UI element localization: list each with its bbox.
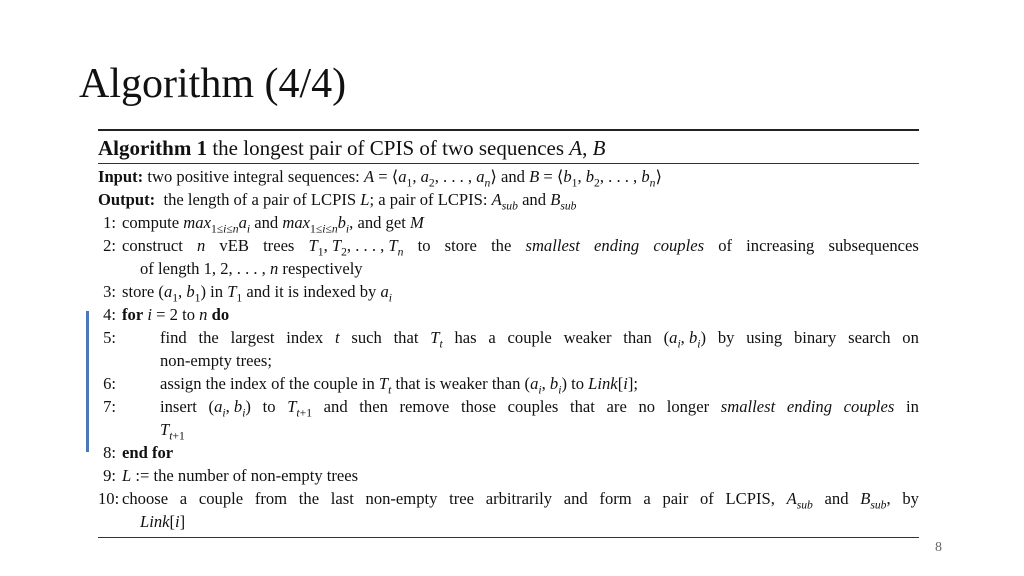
step-number: 3:	[103, 282, 116, 301]
step-9: 9: L := the number of non-empty trees	[98, 464, 919, 487]
step-3: 3: store ($a_1$, $b_1$) in $T_1$ and it is indexed by $a_i$	[98, 280, 919, 303]
step-number: 4:	[103, 305, 116, 324]
algorithm-label: Algorithm 1	[98, 136, 208, 160]
output-line: Output: the length of a pair of LCPIS L; a pair of LCPIS: $A_{sub}$ and $B_{sub}$	[98, 190, 577, 213]
slide-title: Algorithm (4/4)	[79, 61, 347, 107]
step-number: 2:	[103, 236, 116, 255]
step-number: 7:	[103, 397, 116, 416]
input-label: Input:	[98, 167, 144, 186]
step-1: 1: compute $\max_{1\le i\le n}a_i$ and $\max_{1\le i\le n}b_i$, and get M	[98, 211, 919, 234]
step-5-continued: non-empty trees;	[160, 351, 272, 370]
page-number: 8	[935, 540, 942, 555]
step-2: 2: construct n vEB trees $T_1$, $T_2$, . . . , $T_n$ to store the smallest ending couples of increasing subsequences	[98, 234, 919, 257]
step-number: 9:	[103, 466, 116, 485]
step-2-continued: of length 1, 2, . . . , n respectively	[140, 259, 363, 278]
step-number: 8:	[103, 443, 116, 462]
step-6: 6: assign the index of the couple in $T_t$ that is weaker than ($a_i$, $b_i$) to Link[i];	[98, 372, 919, 395]
end-for-keyword: end for	[122, 443, 174, 462]
step-4: 4: for i = 2 to n do	[98, 303, 919, 326]
output-label: Output:	[98, 190, 156, 209]
step-7-continued: $T_{t+1}$	[160, 420, 185, 443]
step-number: 1:	[103, 213, 116, 232]
highlight-bar	[86, 311, 89, 452]
step-10: 10: choose a couple from the last non-empty tree arbitrarily and form a pair of LCPIS, $A_{sub}$ and $B_{sub}$, by	[98, 489, 919, 512]
step-5: 5: find the largest index t such that $T_t$ has a couple weaker than ($a_i$, $b_i$) by using binary search on	[98, 326, 919, 349]
bottom-rule	[98, 537, 919, 538]
step-10-continued: Link[i]	[140, 512, 186, 531]
step-8	[98, 441, 919, 464]
step-number: 6:	[103, 374, 116, 393]
input-line: Input: two positive integral sequences: $A = ⟨a_1$, $a_2$, . . . , $a_n⟩$ and $B = ⟨b_1$, $b_2$, . . . , $b_n⟩$	[98, 167, 662, 190]
algorithm-box	[98, 129, 919, 538]
step-number: 10:	[98, 489, 120, 508]
algorithm-body	[98, 164, 919, 537]
step-number: 5:	[103, 328, 116, 347]
algorithm-header	[98, 131, 919, 163]
algorithm-caption: the longest pair of CPIS of two sequences A, B	[212, 136, 606, 160]
step-7: 7: insert ($a_i$, $b_i$) to $T_{t+1}$ and then remove those couples that are no longer smallest ending couples in	[98, 395, 919, 418]
